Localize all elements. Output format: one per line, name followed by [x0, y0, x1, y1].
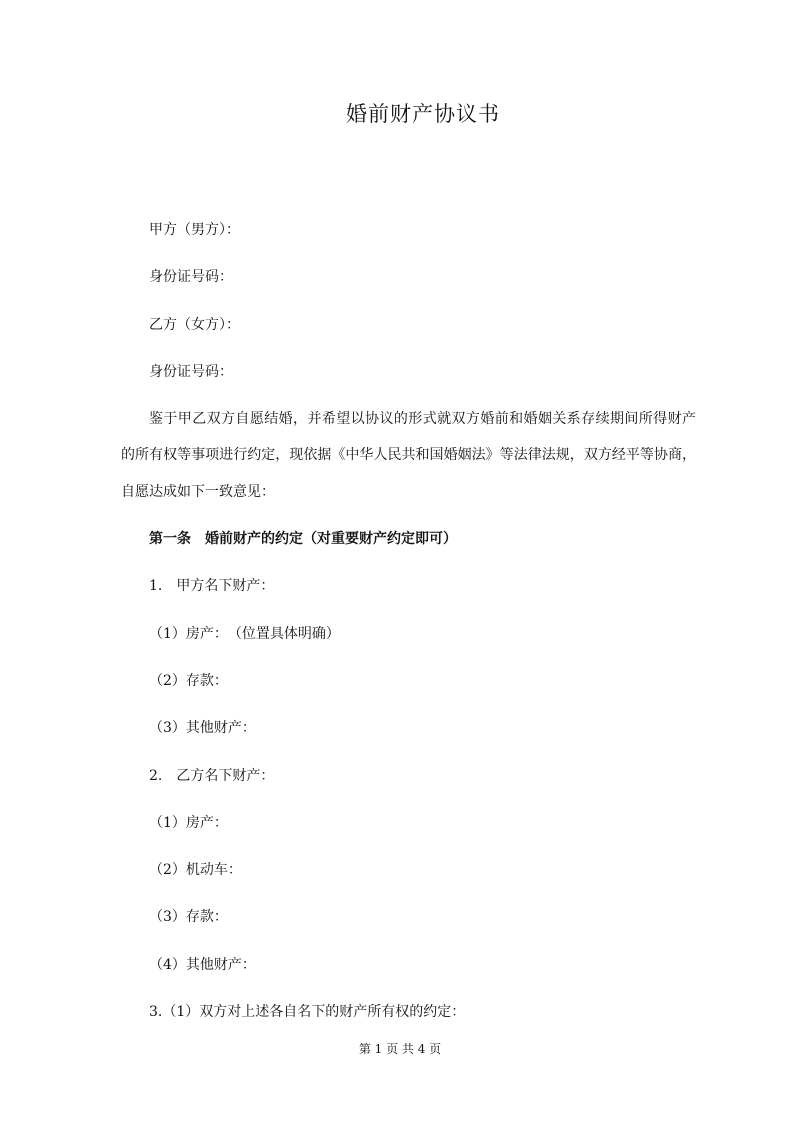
- section-b-item: （4）其他财产：: [149, 957, 256, 973]
- preamble-line: 的所有权等事项进行约定，现依据《中华人民共和国婚姻法》等法律法规，双方经平等协商，: [121, 447, 696, 463]
- page-number: 第 1 页 共 4 页: [358, 1042, 442, 1056]
- section-a-item: （3）其他财产：: [149, 720, 256, 736]
- section-b-item: （2）机动车：: [149, 862, 242, 878]
- party-a-id-label: 身份证号码：: [149, 269, 233, 285]
- section-c-line: 3.（1）双方对上述各自名下的财产所有权的约定：: [149, 1004, 466, 1020]
- section-a-heading: 1. 甲方名下财产：: [149, 578, 275, 594]
- section-b-item: （3）存款：: [149, 909, 228, 925]
- section-a-item: （1）房产： （位置具体明确）: [149, 626, 340, 642]
- party-a-label: 甲方（男方）：: [149, 222, 240, 238]
- document-title: 婚前财产协议书: [346, 102, 500, 126]
- preamble-line: 鉴于甲乙双方自愿结婚，并希望以协议的形式就双方婚前和婚姻关系存续期间所得财产: [149, 411, 696, 427]
- article-1-heading: 第一条 婚前财产的约定（对重要财产约定即可）: [149, 531, 457, 547]
- section-b-heading: 2. 乙方名下财产：: [149, 768, 275, 784]
- preamble-line: 自愿达成如下一致意见：: [121, 484, 275, 500]
- section-b-item: （1）房产：: [149, 815, 228, 831]
- party-b-id-label: 身份证号码：: [149, 364, 233, 380]
- section-a-item: （2）存款：: [149, 673, 228, 689]
- party-b-label: 乙方（女方）：: [149, 317, 240, 333]
